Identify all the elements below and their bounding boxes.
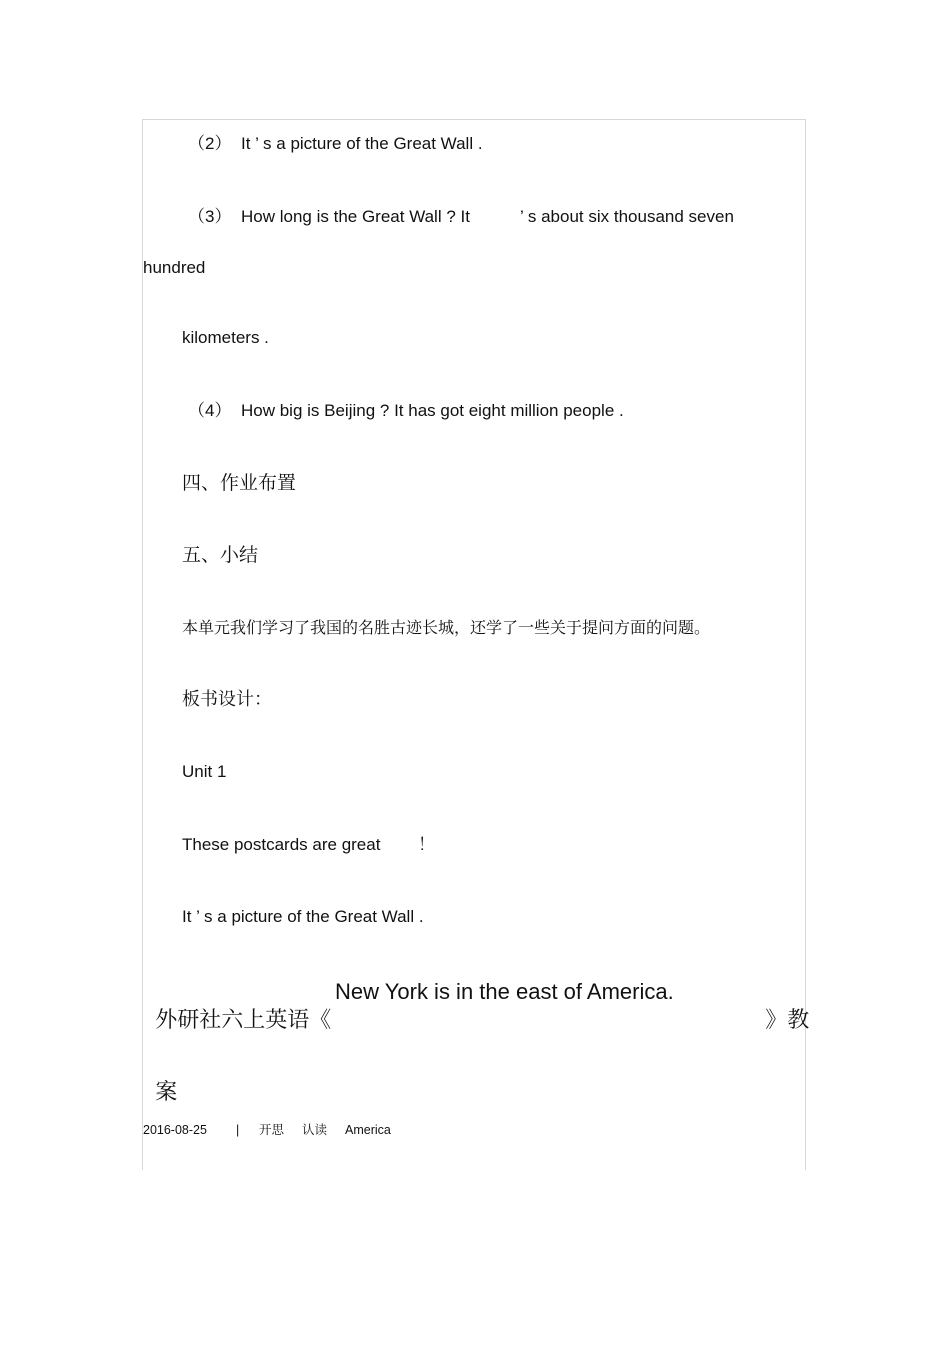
article-title-english[interactable]: New York is in the east of America. bbox=[335, 979, 674, 1004]
board-line-2: It ’ s a picture of the Great Wall . bbox=[182, 907, 424, 926]
tag-label: 开思 bbox=[259, 1122, 285, 1137]
article-title-suffix[interactable] bbox=[753, 978, 809, 1035]
item-3-text-a: How long is the Great Wall ? It bbox=[241, 207, 470, 226]
board-line-1-mark: ！ bbox=[418, 835, 435, 854]
item-2-text: It ’ s a picture of the Great Wall . bbox=[241, 134, 483, 153]
article-date: 2016-08-25 bbox=[143, 1123, 207, 1137]
board-line-1: These postcards are great bbox=[182, 835, 381, 854]
item-3-text-c: hundred bbox=[143, 258, 206, 277]
tag-link-america[interactable]: America bbox=[345, 1123, 391, 1137]
article-title-line-2[interactable] bbox=[143, 1050, 177, 1107]
item-4-number: （4） bbox=[188, 401, 232, 420]
article-title-suffix-text: 》教 bbox=[765, 1008, 810, 1033]
tag-label: 认读 bbox=[302, 1122, 328, 1137]
item-4-text: How big is Beijing ? It has got eight million people . bbox=[241, 401, 624, 420]
item-2-number: （2） bbox=[188, 134, 232, 153]
section-heading-summary: 五、小结 bbox=[182, 544, 259, 566]
tag-link-kaisi[interactable] bbox=[259, 1122, 284, 1138]
item-3-text-d: kilometers . bbox=[182, 328, 269, 347]
board-design-label: 板书设计： bbox=[182, 689, 272, 710]
article-title-prefix: 外研社六上英语《 bbox=[155, 1008, 332, 1033]
section-heading-homework: 四、作业布置 bbox=[182, 472, 297, 494]
meta-separator: | bbox=[236, 1123, 240, 1137]
board-unit: Unit 1 bbox=[182, 762, 227, 781]
item-3-text-b: ’ s about six thousand seven bbox=[520, 207, 734, 226]
article-title-line-1[interactable] bbox=[143, 978, 331, 1035]
item-3-number: （3） bbox=[188, 207, 232, 226]
summary-text: 本单元我们学习了我国的名胜古迹长城，还学了一些关于提问方面的问题。 bbox=[182, 618, 711, 637]
article-title-suffix-2: 案 bbox=[155, 1080, 178, 1105]
tag-link-rendu[interactable] bbox=[302, 1122, 327, 1138]
